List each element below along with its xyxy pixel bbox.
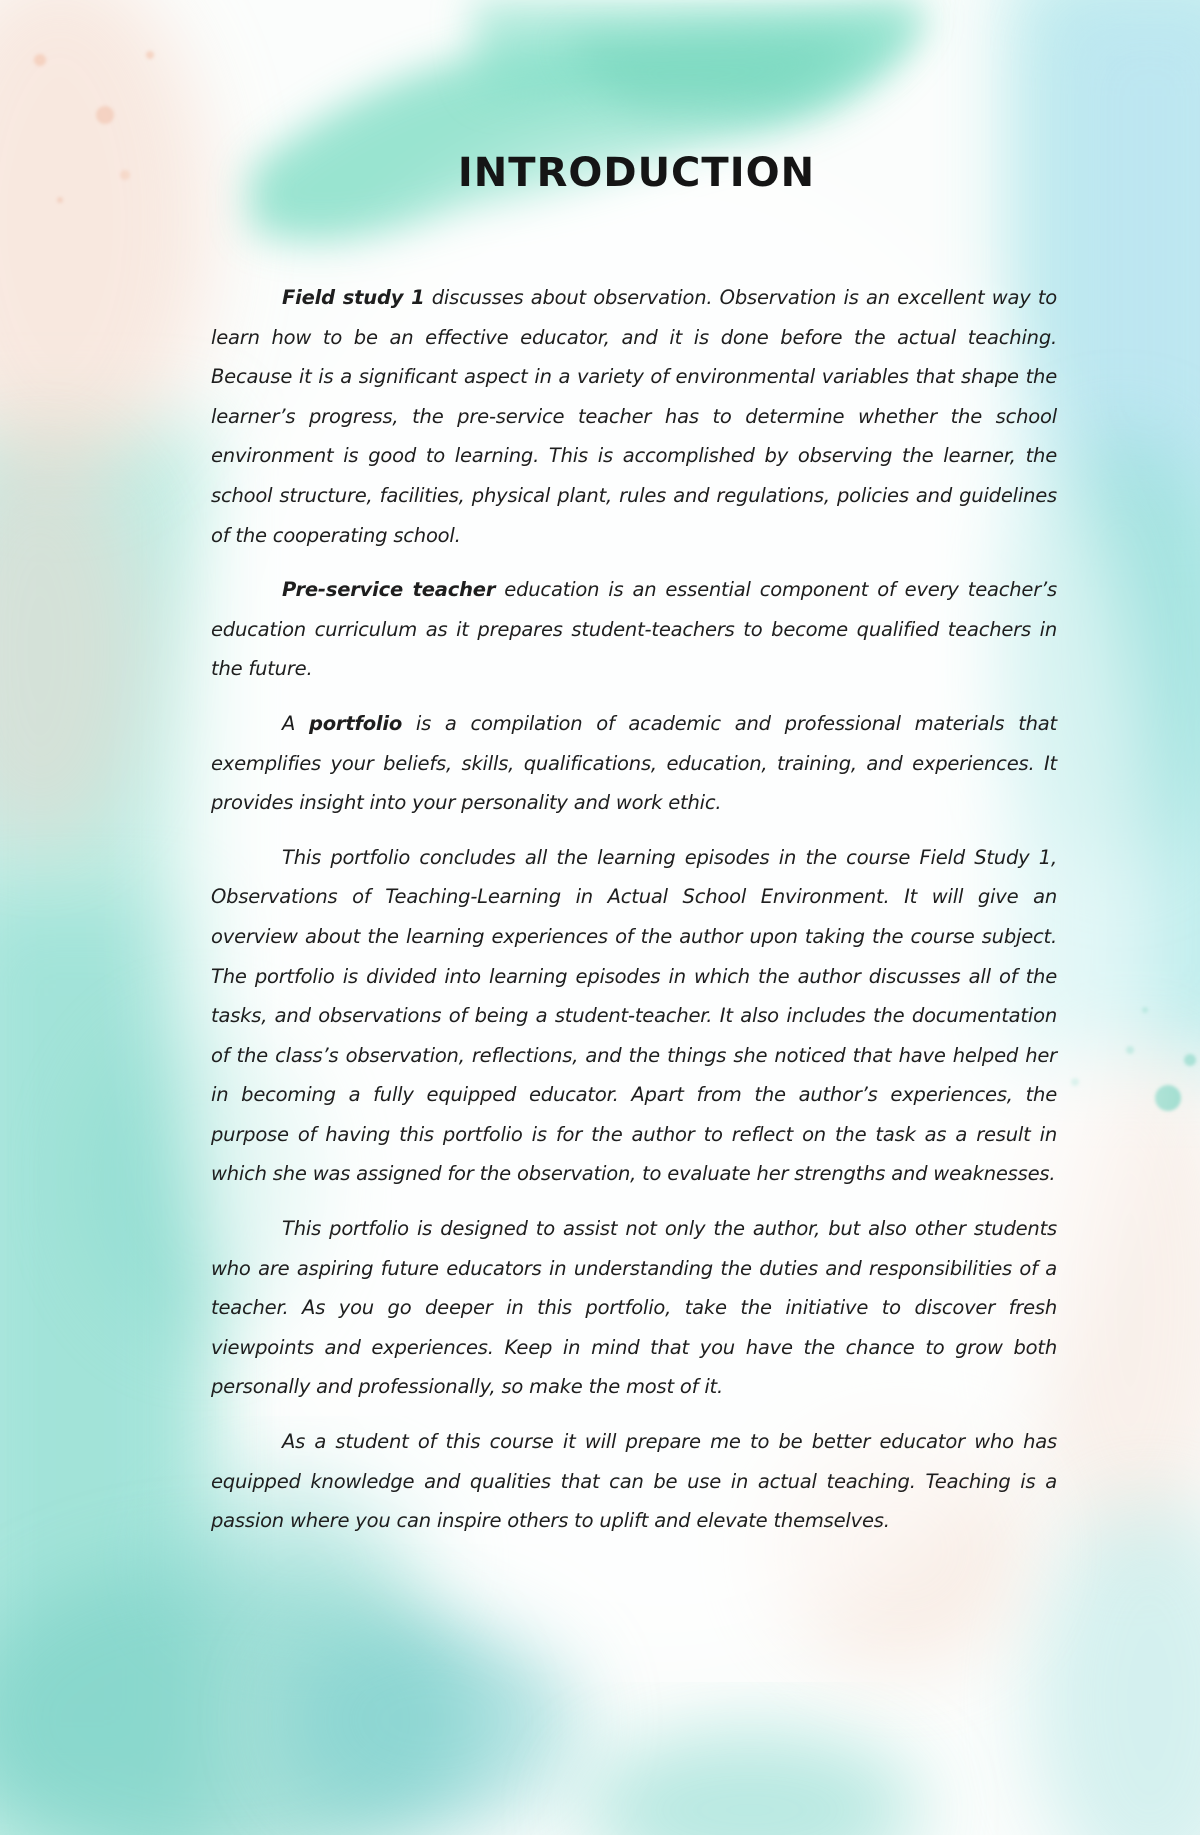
paragraph-portfolio-purpose: This portfolio is designed to assist not only the author, but also other students who are aspiring future educators in understanding the duties and responsibilities of a teacher. As you go deeper in this portfolio, take the initiative to discover fresh viewpoints and experiences. Keep in mind that you have the chance to grow both personally and professionally, so make the most of it. <box>211 1217 1057 1399</box>
paragraph-text: is a compilation of academic and professional materials that exemplifies your beliefs, skills, qualifications, education, training, and experiences. It provides insight into your personality and work ethic. <box>211 711 1057 815</box>
paragraph-text: discusses about observation. Observation is an excellent way to learn how to be an effective educator, and it is done before the actual teaching. Because it is a significant aspect in a variety of environmental variables that shape the learner’s progress, the pre-service teacher has to determine whether the school environment is good to learning. This is accomplished by observing the learner, the school structure, facilities, physical plant, rules and regulations, policies and guidelines of the cooperating school. <box>211 286 1057 547</box>
bold-term-pre-service: Pre-service teacher <box>282 578 496 602</box>
paragraph-text: education is an essential component of every teacher’s education curriculum as it prepares student-teachers to become qualified teachers in the future. <box>211 578 1057 681</box>
bold-term-field-study: Field study 1 <box>282 286 425 309</box>
paragraph-portfolio-definition <box>211 704 1057 823</box>
paragraph-portfolio-overview: This portfolio concludes all the learning episodes in the course Field Study 1, Observations of Teaching-Learning in Actual School Environment. It will give an overview about the learning experiences of the author upon taking the course subject. The portfolio is divided into learning episodes in which the author discusses all of the tasks, and observations of being a student-teacher. It also includes the documentation of the class’s observation, reflections, and the things she noticed that have helped her in becoming a fully equipped educator. Apart from the author’s experiences, the purpose of having this portfolio is for the author to reflect on the task as a result in which she was assigned for the observation, to evaluate her strengths and weaknesses. <box>211 845 1057 1186</box>
paragraph-field-study <box>211 278 1057 555</box>
paragraph-closing: As a student of this course it will prepare me to be better educator who has equipped knowledge and qualities that can be use in actual teaching. Teaching is a passion where you can inspire others to uplift and elevate themselves. <box>211 1430 1057 1533</box>
bold-term-portfolio: portfolio <box>308 711 403 735</box>
document-body <box>211 278 1057 1556</box>
paragraph-pre-service <box>211 570 1057 689</box>
paragraph-prefix: A <box>282 711 309 735</box>
page-title: INTRODUCTION <box>457 150 816 196</box>
